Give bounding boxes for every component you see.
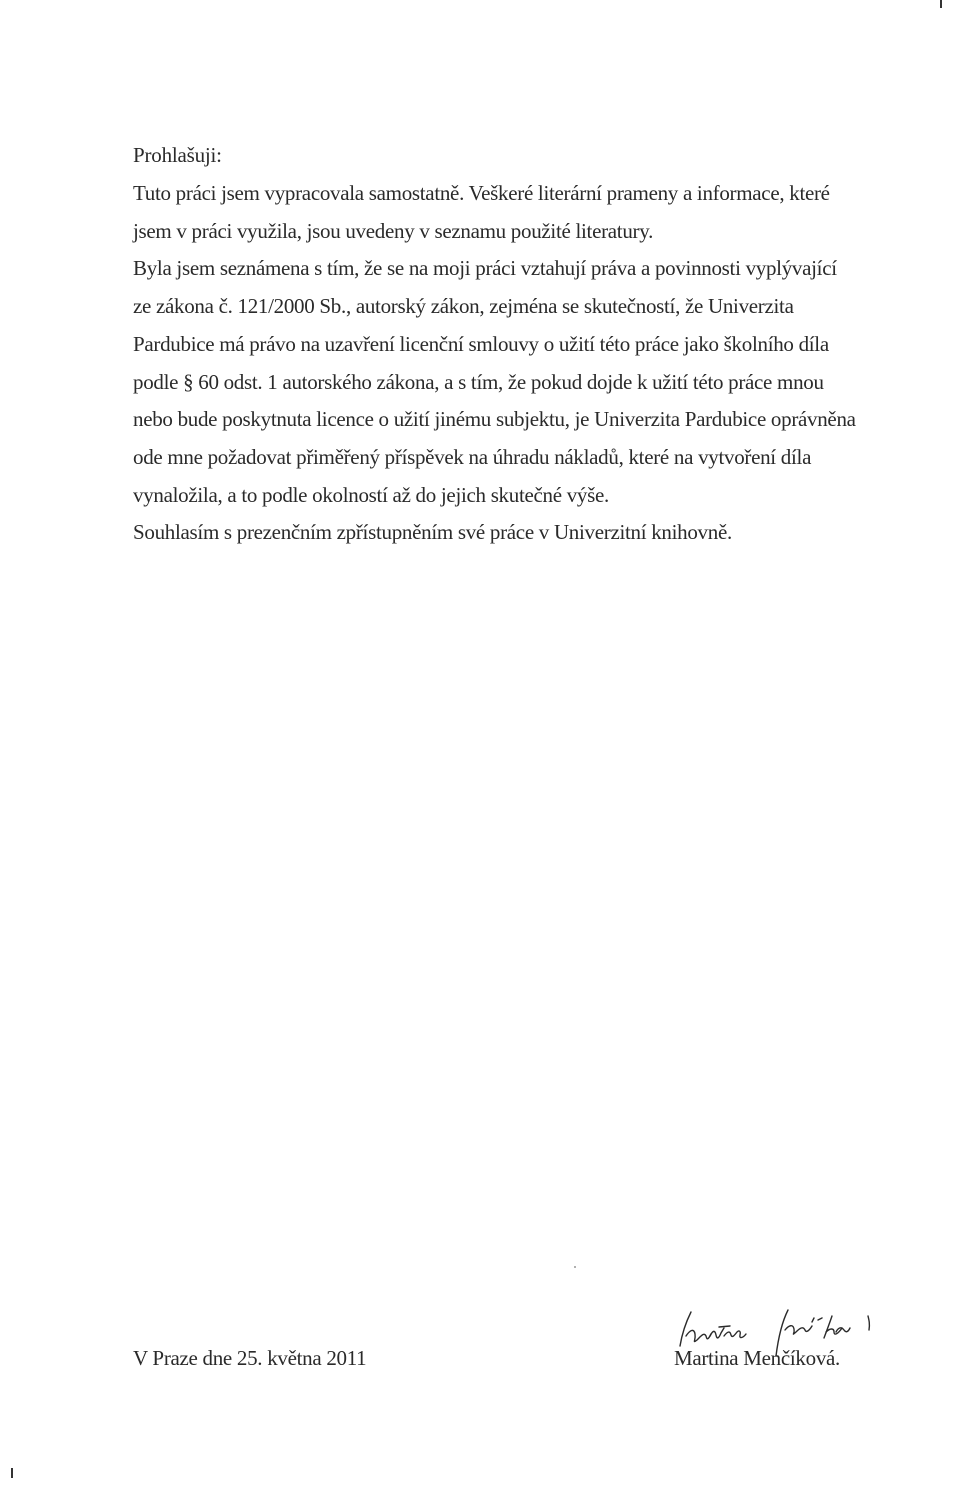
author-name: Martina Menčíková. <box>673 1346 840 1370</box>
scan-mark <box>11 1468 13 1478</box>
declaration-heading: Prohlašuji: <box>133 143 222 167</box>
scan-mark <box>940 0 942 8</box>
paragraph-library-consent: Souhlasím s prezenčním zpřístupněním své práce v Univerzitní knihovně. <box>133 520 732 545</box>
declaration-body <box>133 175 859 552</box>
paragraph-own-work: Tuto práci jsem vypracovala samostatně. Veškeré literární prameny a informace, které jsem v práci využila, jsou uvedeny v seznamu použité literatury. <box>133 181 830 243</box>
place-date: V Praze dne 25. května 2011 <box>133 1346 367 1370</box>
paragraph-copyright-law: Byla jsem seznámena s tím, že se na moji práci vztahují práva a povinnosti vyplývající ze zákona č. 121/2000 Sb., autorský zákon, zejména se skutečností, že Univerzita Pardubice má právo na uzavření licenční smlouvy o užití této práce jako školního díla podle § 60 odst. 1 autorského zákona, a s tím, že pokud dojde k užití této práce mnou nebo bude poskytnuta licence o užití jinému subjektu, je Univerzita Pardubice oprávněna ode mne požadovat přiměřený příspěvek na úhradu nákladů, které na vytvoření díla vynaložila, a to podle okolností až do jejich skutečné výše. <box>133 256 856 507</box>
scan-speck <box>574 1266 576 1268</box>
